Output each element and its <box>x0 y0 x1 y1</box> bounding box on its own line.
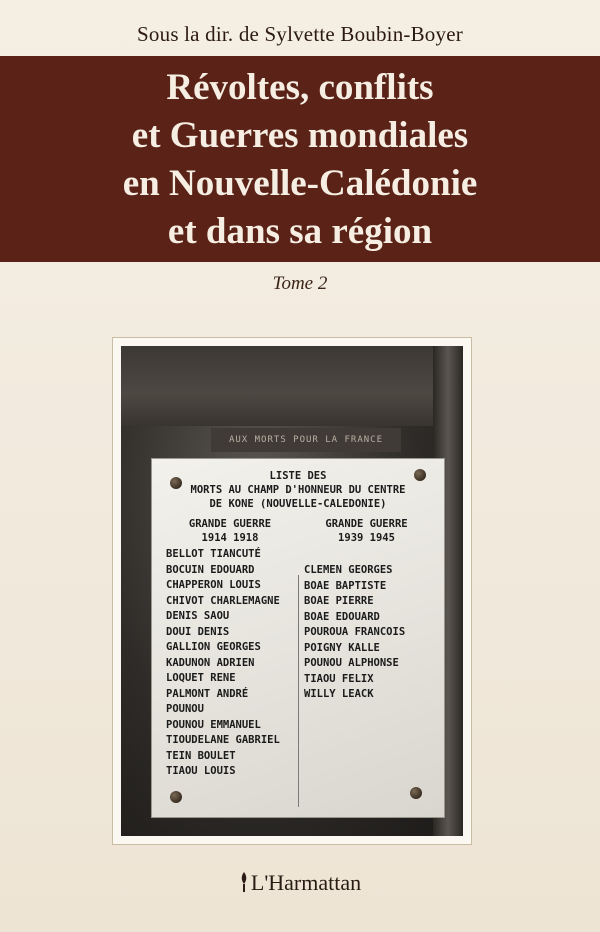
list-item: DOUI DENIS <box>166 625 230 638</box>
list-item: CLEMEN GEORGES <box>304 564 393 576</box>
list-item: BOCUIN EDOUARD <box>166 563 255 576</box>
list-item: POUNOU <box>166 703 204 715</box>
war1-years: 1914 1918 <box>201 532 259 544</box>
cover-photo-frame <box>112 337 472 845</box>
list-item: BELLOT TIANCUTÉ <box>166 548 261 560</box>
names-right-column <box>304 563 405 703</box>
rock-surface <box>121 346 463 426</box>
bolt-icon <box>170 791 182 803</box>
list-item: LOQUET RENE <box>166 672 236 684</box>
list-item: KADUNON ADRIEN <box>166 656 255 669</box>
list-item: CHAPPERON LOUIS <box>166 579 261 591</box>
publisher-name: L'Harmattan <box>250 870 362 895</box>
list-item: GALLION GEORGES <box>166 641 261 653</box>
list-item: BOAE BAPTISTE <box>304 579 387 592</box>
names-left-column <box>166 547 280 780</box>
list-item: PALMONT ANDRÉ <box>166 687 249 700</box>
memorial-inscription: AUX MORTS POUR LA FRANCE <box>211 428 401 452</box>
list-item: TEIN BOULET <box>166 749 236 762</box>
list-item: POUROUA FRANCOIS <box>304 626 406 638</box>
plaque-heading-line: LISTE DES <box>269 470 327 482</box>
title-band <box>0 56 600 262</box>
list-item: BOAE EDOUARD <box>304 610 380 623</box>
war1-header <box>170 517 290 545</box>
list-item: DENIS SAOU <box>166 610 230 622</box>
list-item: TIAOU FELIX <box>304 672 374 685</box>
tome-label: Tome 2 <box>272 273 328 294</box>
list-item: POUNOU EMMANUEL <box>166 718 261 731</box>
title-line-2: et Guerres mondiales <box>131 115 469 156</box>
book-title <box>0 64 600 256</box>
plaque-heading-line: MORTS AU CHAMP D'HONNEUR DU CENTRE <box>190 484 406 496</box>
editor-line: Sous la dir. de Sylvette Boubin-Boyer <box>137 22 463 46</box>
memorial-photo <box>121 346 463 836</box>
list-item: CHIVOT CHARLEMAGNE <box>166 594 280 607</box>
list-item: POIGNY KALLE <box>304 641 380 654</box>
column-divider <box>298 575 299 807</box>
plaque-heading <box>152 469 444 511</box>
war2-years: 1939 1945 <box>338 532 395 544</box>
list-item: TIAOU LOUIS <box>166 765 236 777</box>
war2-header <box>304 517 429 545</box>
title-line-4: et dans sa région <box>167 211 433 252</box>
list-item: WILLY LEACK <box>304 688 374 700</box>
plaque-heading-line: DE KONE (NOUVELLE-CALEDONIE) <box>209 498 387 510</box>
war1-label: GRANDE GUERRE <box>188 518 272 530</box>
list-item: BOAE PIERRE <box>304 595 374 607</box>
war2-label: GRANDE GUERRE <box>325 518 408 530</box>
title-line-1: Révoltes, conflits <box>166 67 434 108</box>
memorial-plaque <box>151 458 445 818</box>
torch-icon <box>239 870 249 892</box>
list-item: TIOUDELANE GABRIEL <box>166 734 280 746</box>
publisher-logo <box>0 870 600 896</box>
title-line-3: en Nouvelle-Calédonie <box>122 163 478 204</box>
bolt-icon <box>410 787 422 799</box>
list-item: POUNOU ALPHONSE <box>304 657 399 669</box>
